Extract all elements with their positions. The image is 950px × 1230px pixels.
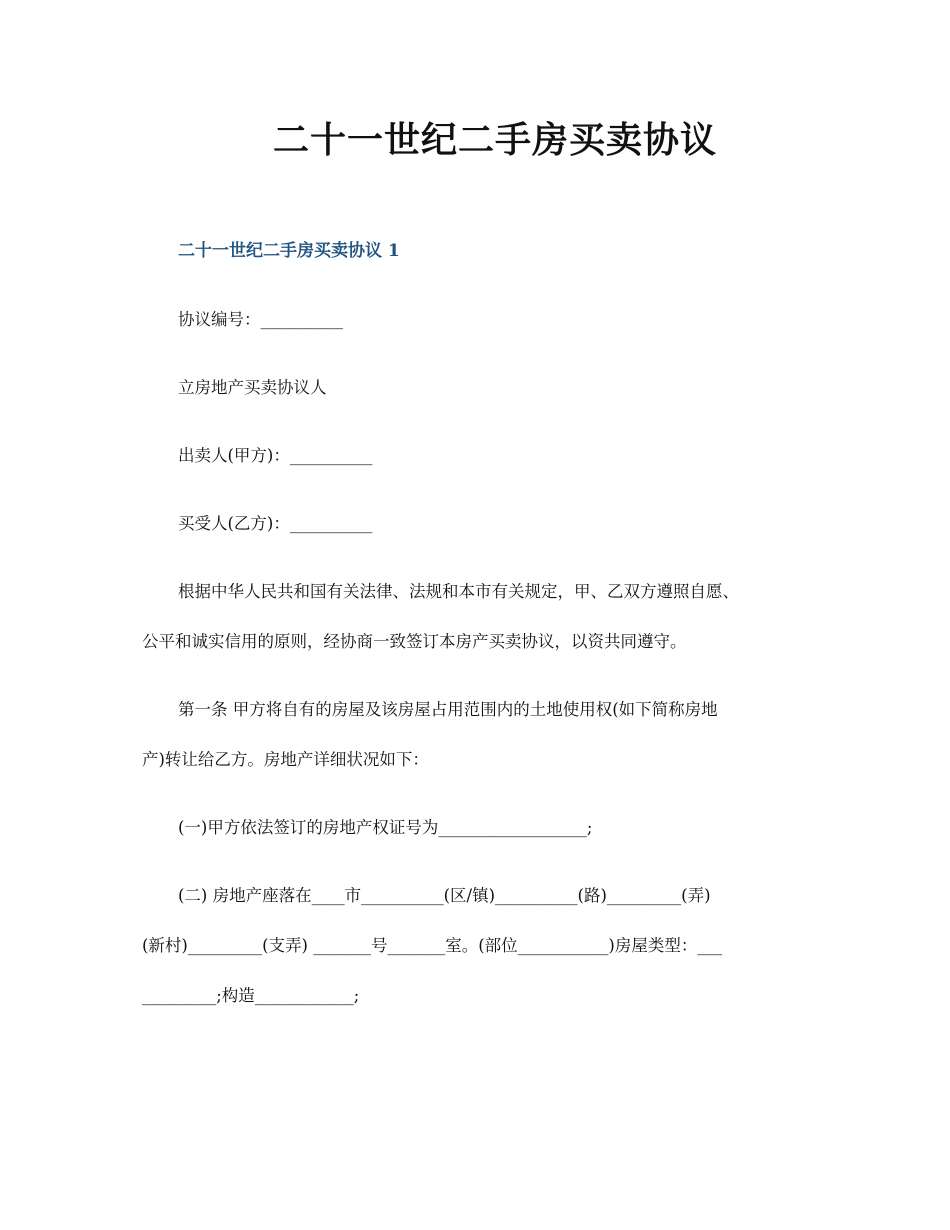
preamble-line-2: 公平和诚实信用的原则，经协商一致签订本房产买卖协议，以资共同遵守。 (142, 632, 687, 651)
section-heading: 二十一世纪二手房买卖协议 1 (178, 241, 400, 261)
parties-intro-line: 立房地产买卖协议人 (178, 378, 327, 397)
seller-line: 出卖人(甲方)：__________ (178, 446, 373, 465)
clause-two-line-3: _________;构造____________; (142, 986, 360, 1005)
agreement-number-line: 协议编号：__________ (178, 310, 343, 329)
document-title: 二十一世纪二手房买卖协议 (272, 119, 717, 161)
clause-one-line: (一)甲方依法签订的房地产权证号为__________________; (178, 818, 593, 837)
article-one-line-2: 产)转让给乙方。房地产详细状况如下： (142, 750, 429, 769)
buyer-line: 买受人(乙方)：__________ (178, 514, 373, 533)
preamble-line-1: 根据中华人民共和国有关法律、法规和本市有关规定，甲、乙双方遵照自愿、 (178, 582, 739, 601)
clause-two-line-1: (二) 房地产座落在____市__________(区/镇)__________(路)_________(弄) (178, 886, 711, 905)
clause-two-line-2: (新村)_________(支弄) _______号_______室。(部位___________)房屋类型：___ (142, 936, 723, 955)
article-one-line-1: 第一条 甲方将自有的房屋及该房屋占用范围内的土地使用权(如下简称房地 (178, 700, 718, 719)
